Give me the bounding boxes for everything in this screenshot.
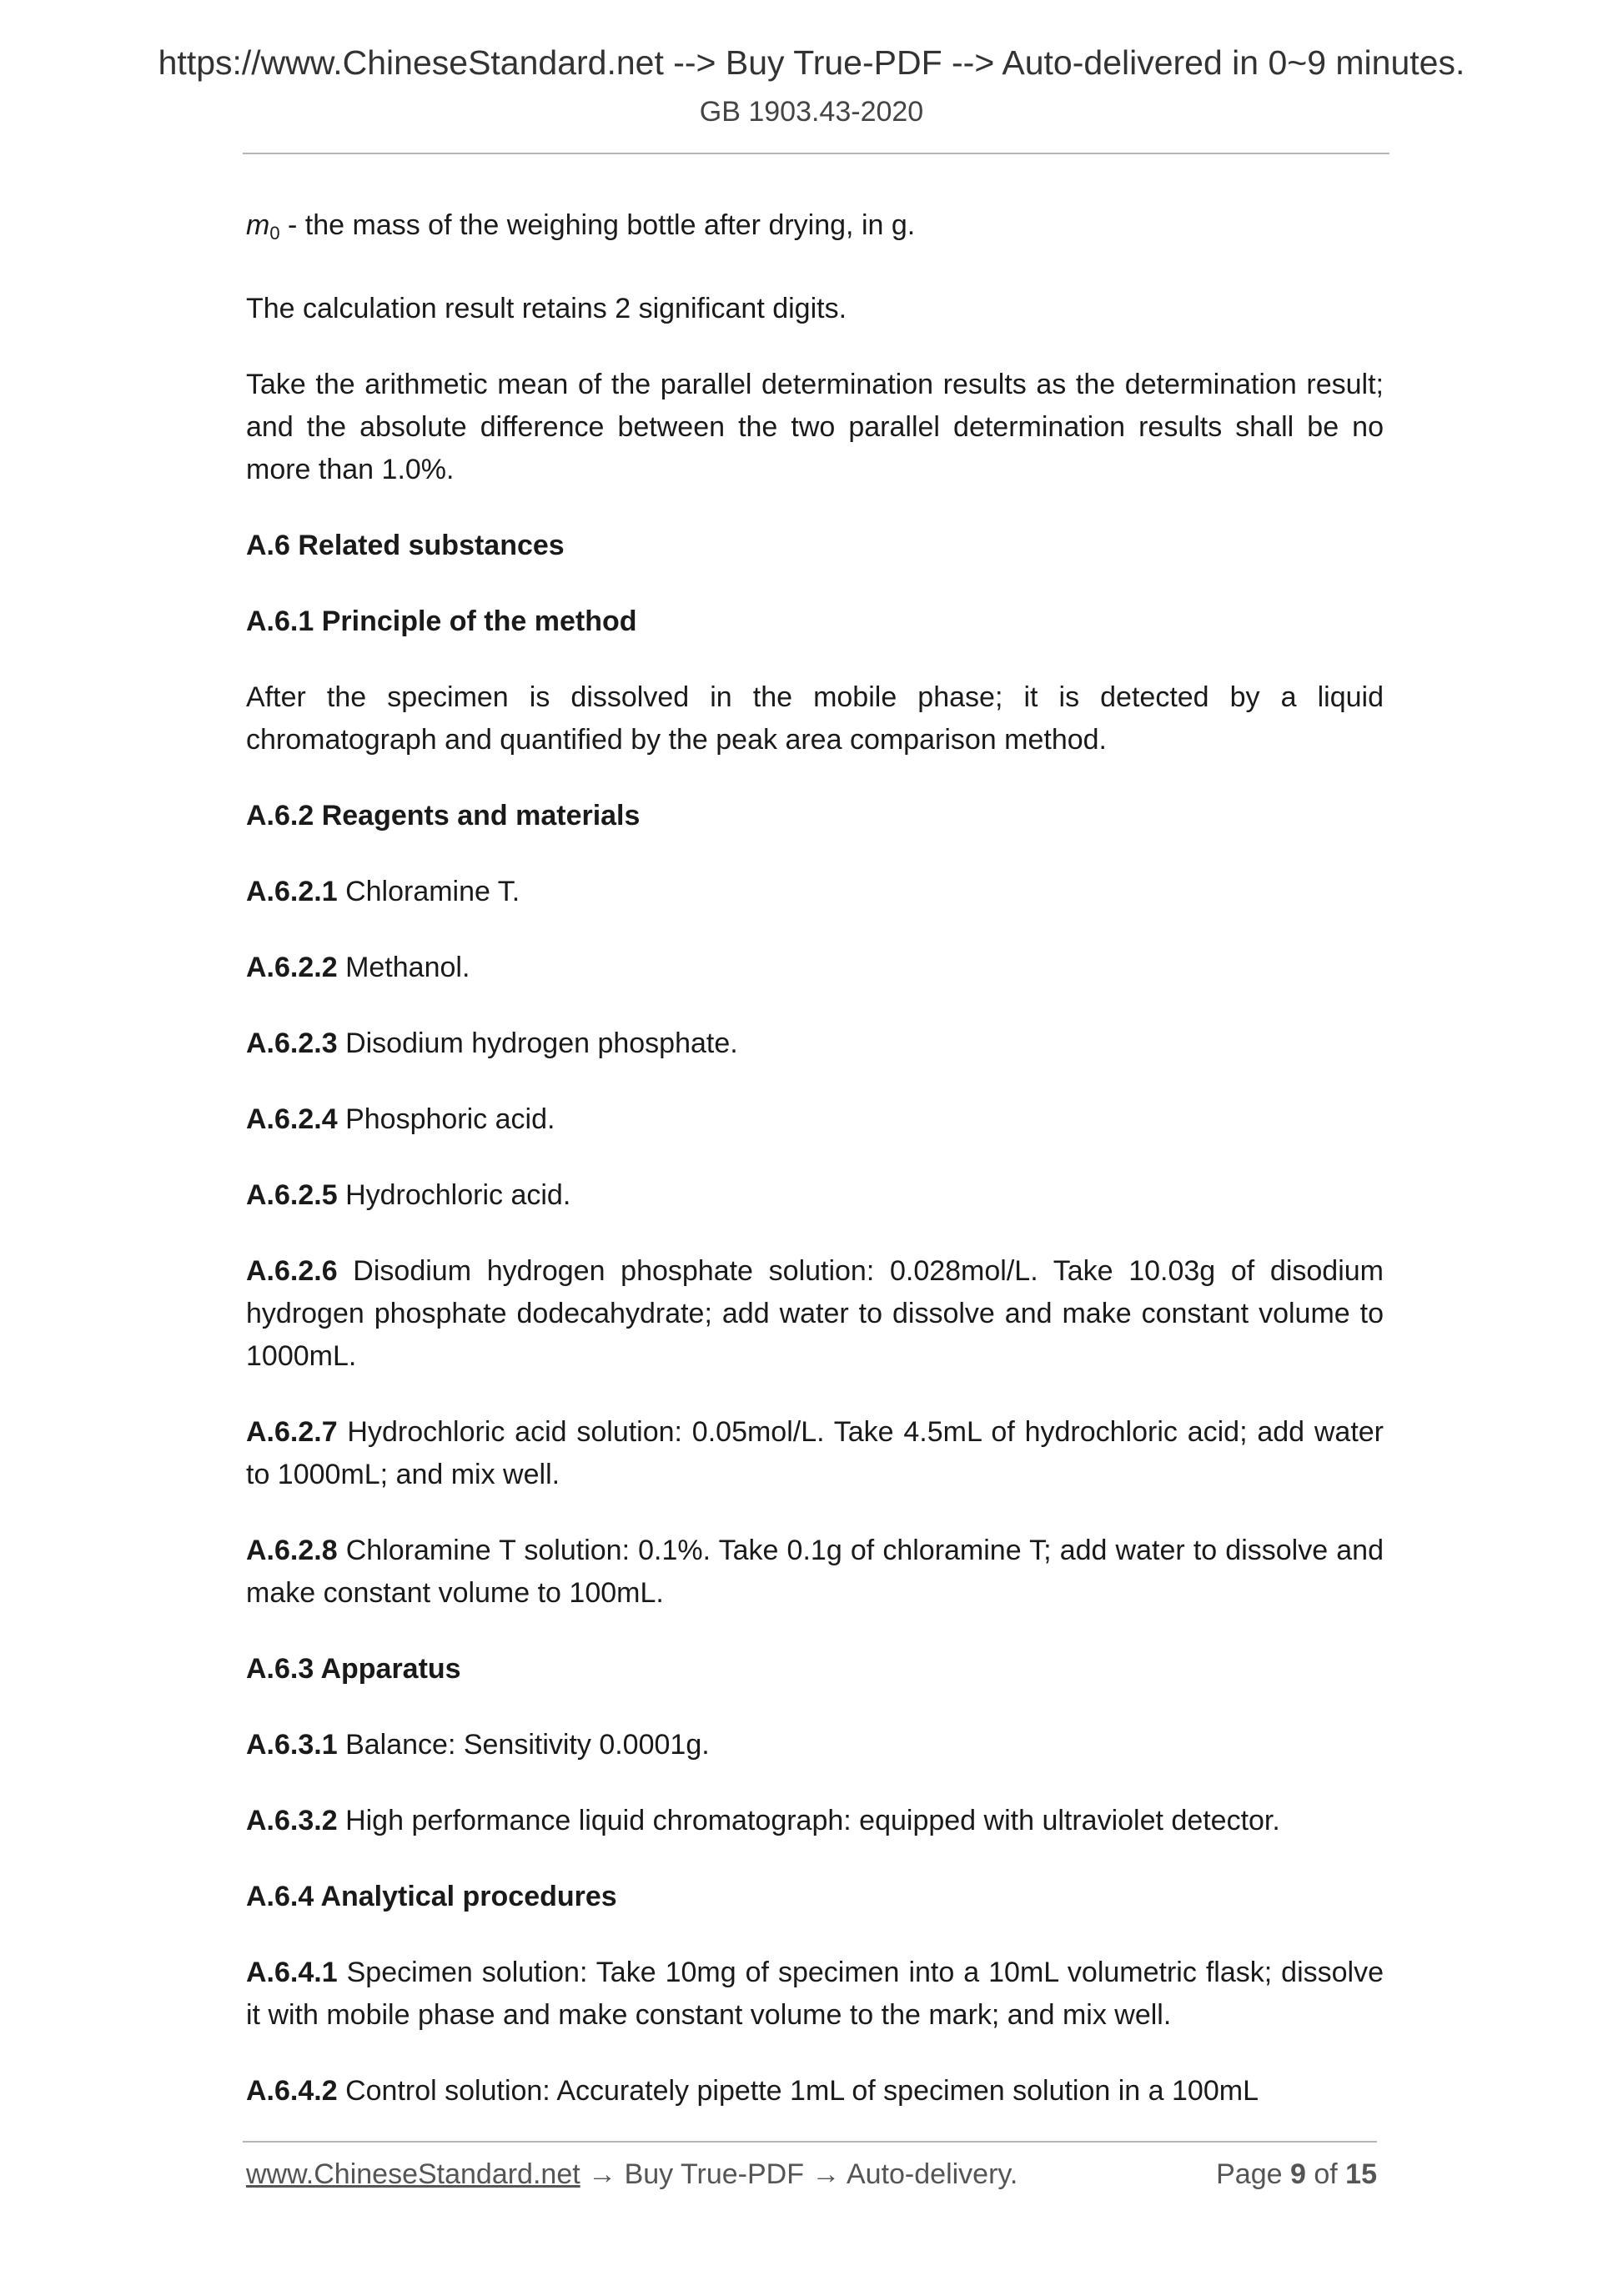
standard-code: GB 1903.43-2020 [699, 96, 924, 128]
clause-a628 [246, 1530, 1384, 1615]
heading-a63: A.6.3 Apparatus [246, 1653, 461, 1685]
clause-a626 [246, 1250, 1384, 1378]
clause-a624 [246, 1098, 1384, 1141]
clause-text: Hydrochloric acid. [337, 1179, 571, 1211]
m0-definition [246, 204, 1384, 254]
clause-a625 [246, 1174, 1384, 1217]
footer-divider [243, 2141, 1377, 2143]
clause-text: Chloramine T solution: 0.1%. Take 0.1g of chloramine T; add water to dissolve and make constant volume to 100mL. [246, 1535, 1384, 1609]
clause-text: Specimen solution: Take 10mg of specimen into a 10mL volumetric flask; dissolve it with mobile phase and make constant volume to the mark; and mix well. [246, 1957, 1384, 2031]
clause-text: Disodium hydrogen phosphate. [337, 1027, 738, 1059]
clause-a622 [246, 947, 1384, 989]
clause-text: Disodium hydrogen phosphate solution: 0.028mol/L. Take 10.03g of disodium hydrogen phosphate dodecahydrate; add water to dissolve and make constant volume to 1000mL. [246, 1255, 1384, 1372]
heading-a6: A.6 Related substances [246, 530, 565, 561]
clause-a621 [246, 871, 1384, 913]
clause-text: Phosphoric acid. [337, 1103, 555, 1135]
clause-text: Methanol. [337, 952, 470, 983]
clause-text: Hydrochloric acid solution: 0.05mol/L. Take 4.5mL of hydrochloric acid; add water to 1000mL; and mix well. [246, 1416, 1384, 1490]
clause-a641 [246, 1952, 1384, 2037]
heading-a62: A.6.2 Reagents and materials [246, 800, 641, 831]
page-content [246, 204, 1384, 2146]
m0-subscript: 0 [269, 223, 280, 244]
heading-a61: A.6.1 Principle of the method [246, 605, 637, 637]
clause-number: A.6.2.3 [246, 1027, 338, 1059]
clause-a627 [246, 1411, 1384, 1496]
of-label: of [1314, 2158, 1338, 2190]
clause-number: A.6.2.4 [246, 1103, 338, 1135]
clause-text: High performance liquid chromatograph: equipped with ultraviolet detector. [337, 1805, 1280, 1836]
m0-description: - the mass of the weighing bottle after drying, in g. [279, 209, 916, 241]
m0-variable: m [246, 209, 270, 241]
clause-number: A.6.2.2 [246, 952, 338, 983]
mean-paragraph: Take the arithmetic mean of the parallel determination results as the determination result; and the absolute difference between the two parallel determination results shall be no more than 1.0%. [246, 369, 1384, 485]
heading-a64: A.6.4 Analytical procedures [246, 1881, 617, 1912]
header-divider [243, 153, 1389, 154]
clause-a631 [246, 1724, 1384, 1766]
page-footer [246, 2158, 1377, 2191]
clause-number: A.6.3.1 [246, 1729, 338, 1761]
clause-text: Balance: Sensitivity 0.0001g. [337, 1729, 710, 1761]
footer-site-link[interactable]: www.ChineseStandard.net [246, 2158, 580, 2190]
clause-number: A.6.4.2 [246, 2075, 338, 2107]
clause-a642 [246, 2070, 1384, 2113]
page-label: Page [1216, 2158, 1283, 2190]
page-number: 9 [1289, 2158, 1306, 2190]
calc-result-paragraph: The calculation result retains 2 significant digits. [246, 293, 847, 324]
clause-number: A.6.2.6 [246, 1255, 338, 1287]
clause-number: A.6.2.8 [246, 1535, 338, 1566]
footer-tagline: → Buy True-PDF → Auto-delivery. [580, 2158, 1018, 2190]
clause-text: Chloramine T. [337, 876, 520, 907]
a61-paragraph: After the specimen is dissolved in the mobile phase; it is detected by a liquid chromatograph and quantified by the peak area comparison method. [246, 681, 1384, 756]
clause-a632 [246, 1800, 1384, 1842]
clause-number: A.6.3.2 [246, 1805, 338, 1836]
clause-number: A.6.2.1 [246, 876, 338, 907]
clause-number: A.6.2.5 [246, 1179, 338, 1211]
clause-text: Control solution: Accurately pipette 1mL of specimen solution in a 100mL [337, 2075, 1259, 2107]
clause-number: A.6.2.7 [246, 1416, 338, 1448]
clause-number: A.6.4.1 [246, 1957, 338, 1988]
page-indicator [1216, 2158, 1377, 2191]
clause-a623 [246, 1022, 1384, 1065]
page-total: 15 [1345, 2158, 1377, 2190]
top-banner: https://www.ChineseStandard.net --> Buy True-PDF --> Auto-delivered in 0~9 minutes. [158, 43, 1465, 82]
